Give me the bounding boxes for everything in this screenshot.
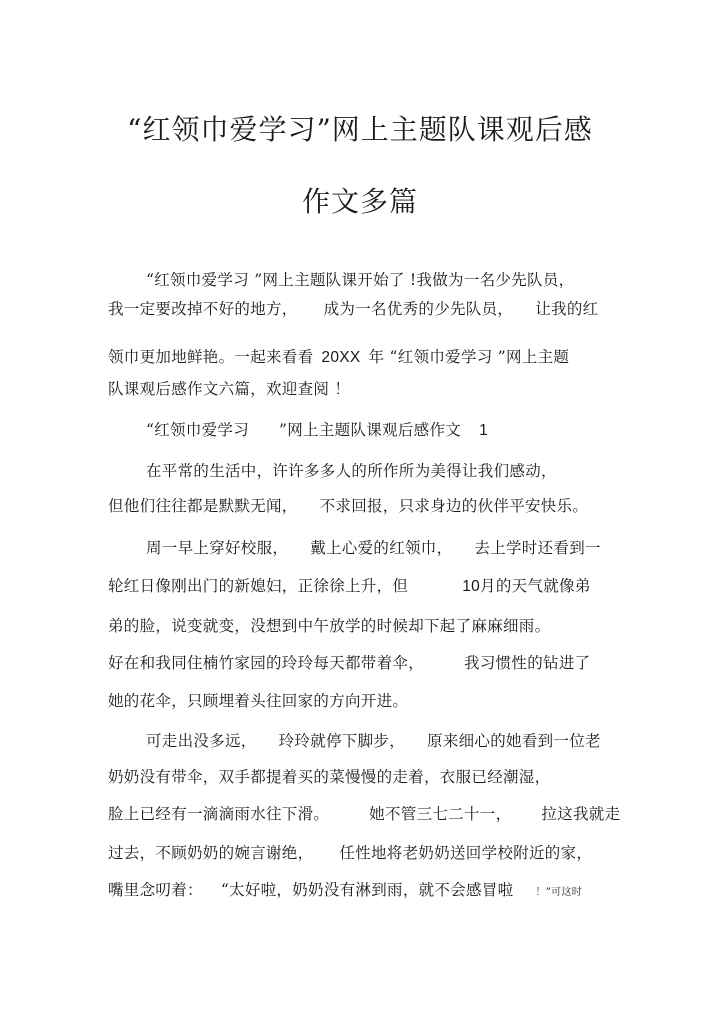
body-line: 我一定要改掉不好的地方， 成为一名优秀的少先队员， 让我的红: [108, 300, 599, 318]
body-line: 她的花伞，只顾埋着头往回家的方向开进。: [108, 692, 409, 710]
body-line: “红领巾爱学习 ”网上主题队课开始了 !我做为一名少先队员，: [146, 271, 575, 289]
document-title-line-1: “红领巾爱学习”网上主题队课观后感: [127, 113, 593, 146]
body-line: 周一早上穿好校服， 戴上心爱的红领巾， 去上学时还看到一: [146, 539, 601, 557]
document-title-line-2: 作文多篇: [301, 185, 418, 218]
body-line: 过去，不顾奶奶的婉言谢绝， 任性地将老奶奶送回学校附近的家，: [108, 844, 593, 862]
body-line: 队课观后感作文六篇，欢迎查阅 ！: [108, 380, 351, 398]
body-line: “红领巾爱学习 ”网上主题队课观后感作文 1: [146, 421, 488, 439]
body-line: 可走出没多远， 玲玲就停下脚步， 原来细心的她看到一位老: [146, 732, 601, 750]
body-line: 脸上已经有一滴滴雨水往下滑。 她不管三七二十一， 拉这我就走: [108, 805, 621, 823]
body-line: 奶奶没有带伞，双手都提着买的菜慢慢的走着，衣服已经潮湿，: [108, 768, 551, 786]
body-line: 好在和我同住楠竹家园的玲玲每天都带着伞， 我习惯性的钻进了: [108, 654, 591, 672]
body-line: 在平常的生活中，许许多多人的所作所为美得让我们感动，: [146, 462, 557, 480]
body-line: 但他们往往都是默默无闻， 不求回报，只求身边的伙伴平安快乐。: [108, 497, 589, 515]
body-line: 轮红日像刚出门的新媳妇，正徐徐上升，但 10月的天气就像弟: [108, 577, 591, 595]
body-line: 弟的脸，说变就变，没想到中午放学的时候却下起了麻麻细雨。: [108, 617, 551, 635]
body-line: 嘴里念叨着： “太好啦，奶奶没有淋到雨，就不会感冒啦 ！”可这时: [108, 881, 583, 899]
body-line: 领巾更加地鲜艳。一起来看看 20XX 年 “红领巾爱学习 ”网上主题: [108, 348, 570, 366]
